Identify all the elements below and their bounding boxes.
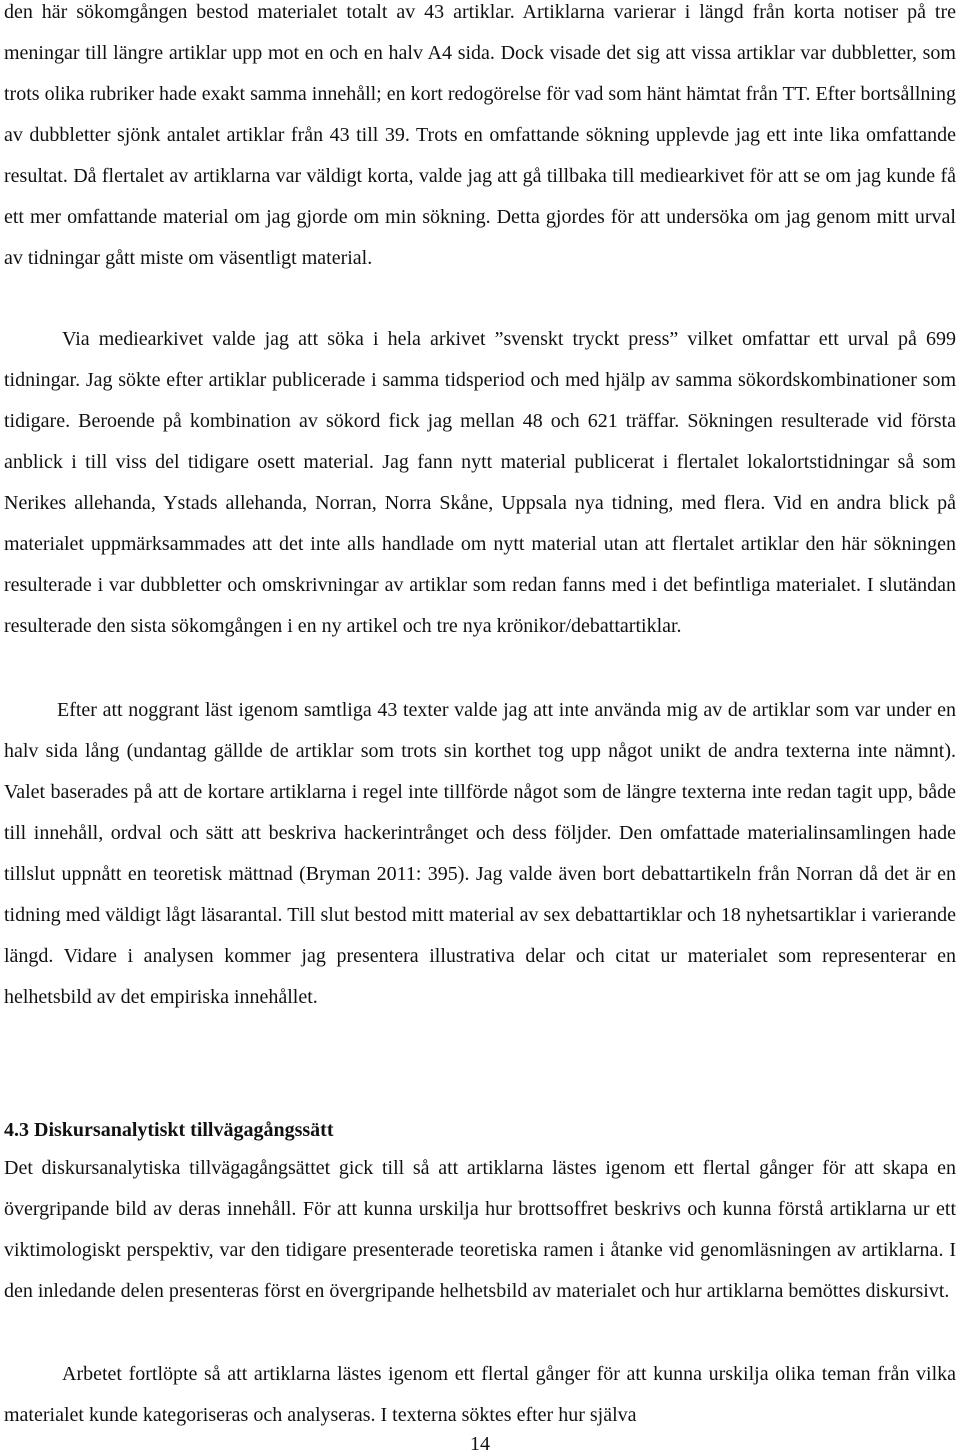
body-paragraph: Via mediearkivet valde jag att söka i hela arkivet ”svenskt tryckt press” vilket omfattar ett urval på 699 tidningar. Jag sökte efter artiklar publicerade i samma tidsperiod och med hjälp av samma sökordskombinationer som tidigare. Beroende på kombination av sökord fick jag mellan 48 och 621 träffar. Sökningen resulterade vid första anblick i till viss del tidigare osett material. Jag fann nytt material publicerat i flertalet lokalortstidningar så som Nerikes allehanda, Ystads allehanda, Norran, Norra Skåne, Uppsala nya tidning, med flera. Vid en andra blick på materialet uppmärksammades att det inte alls handlade om nytt material utan att flertalet artiklar den här sökningen resulterade i var dubbletter och omskrivningar av artiklar som redan fanns med i det befintliga materialet. I slutändan resulterade den sista sökomgången i en ny artikel och tre nya krönikor/debattartiklar. <box>4 328 956 637</box>
body-paragraph: den här sökomgången bestod materialet totalt av 43 artiklar. Artiklarna varierar i längd från korta notiser på tre meningar till längre artiklar upp mot en och en halv A4 sida. Dock visade det sig att vissa artiklar var dubbletter, som trots olika rubriker hade exakt samma innehåll; en kort redogörelse för vad som hänt hämtat från TT. Efter bortsållning av dubbletter sjönk antalet artiklar från 43 till 39. Trots en omfattande sökning upplevde jag ett inte lika omfattande resultat. Då flertalet av artiklarna var väldigt korta, valde jag att gå tillbaka till mediearkivet för att se om jag kunde få ett mer omfattande material om jag gjorde om min sökning. Detta gjordes för att undersöka om jag genom mitt urval av tidningar gått miste om väsentligt material. <box>4 1 956 269</box>
body-paragraph: Det diskursanalytiska tillvägagångsättet gick till så att artiklarna lästes igenom ett flertal gånger för att skapa en övergripande bild av deras innehåll. För att kunna urskilja hur brottsoffret beskrivs och kunna förstå artiklarna ur ett viktimologiskt perspektiv, var den tidigare presenterade teoretiska ramen i åtanke vid genomläsningen av artiklarna. I den inledande delen presenteras först en övergripande helhetsbild av materialet och hur artiklarna bemöttes diskursivt. <box>4 1157 956 1302</box>
page-number: 14 <box>470 1433 490 1455</box>
body-paragraph: Efter att noggrant läst igenom samtliga 43 texter valde jag att inte använda mig av de artiklar som var under en halv sida lång (undantag gällde de artiklar som trots sin korthet tog upp något unikt de andra texterna inte nämnt). Valet baserades på att de kortare artiklarna i regel inte tillförde något som de längre texterna inte redan tagit upp, både till innehåll, ordval och sätt att beskriva hackerintrånget och dess följder. Den omfattade materialinsamlingen hade tillslut uppnått en teoretisk mättnad (Bryman 2011: 395). Jag valde även bort debattartikeln från Norran då det är en tidning med väldigt lågt läsarantal. Till slut bestod mitt material av sex debattartiklar och 18 nyhetsartiklar i varierande längd. Vidare i analysen kommer jag presentera illustrativa delar och citat ur materialet som representerar en helhetsbild av det empiriska innehållet. <box>4 699 956 1008</box>
section-heading: 4.3 Diskursanalytiskt tillvägagångssätt <box>4 1119 334 1141</box>
body-paragraph: Arbetet fortlöpte så att artiklarna lästes igenom ett flertal gånger för att kunna urskilja olika teman från vilka materialet kunde kategoriseras och analyseras. I texterna söktes efter hur själva <box>4 1363 956 1426</box>
